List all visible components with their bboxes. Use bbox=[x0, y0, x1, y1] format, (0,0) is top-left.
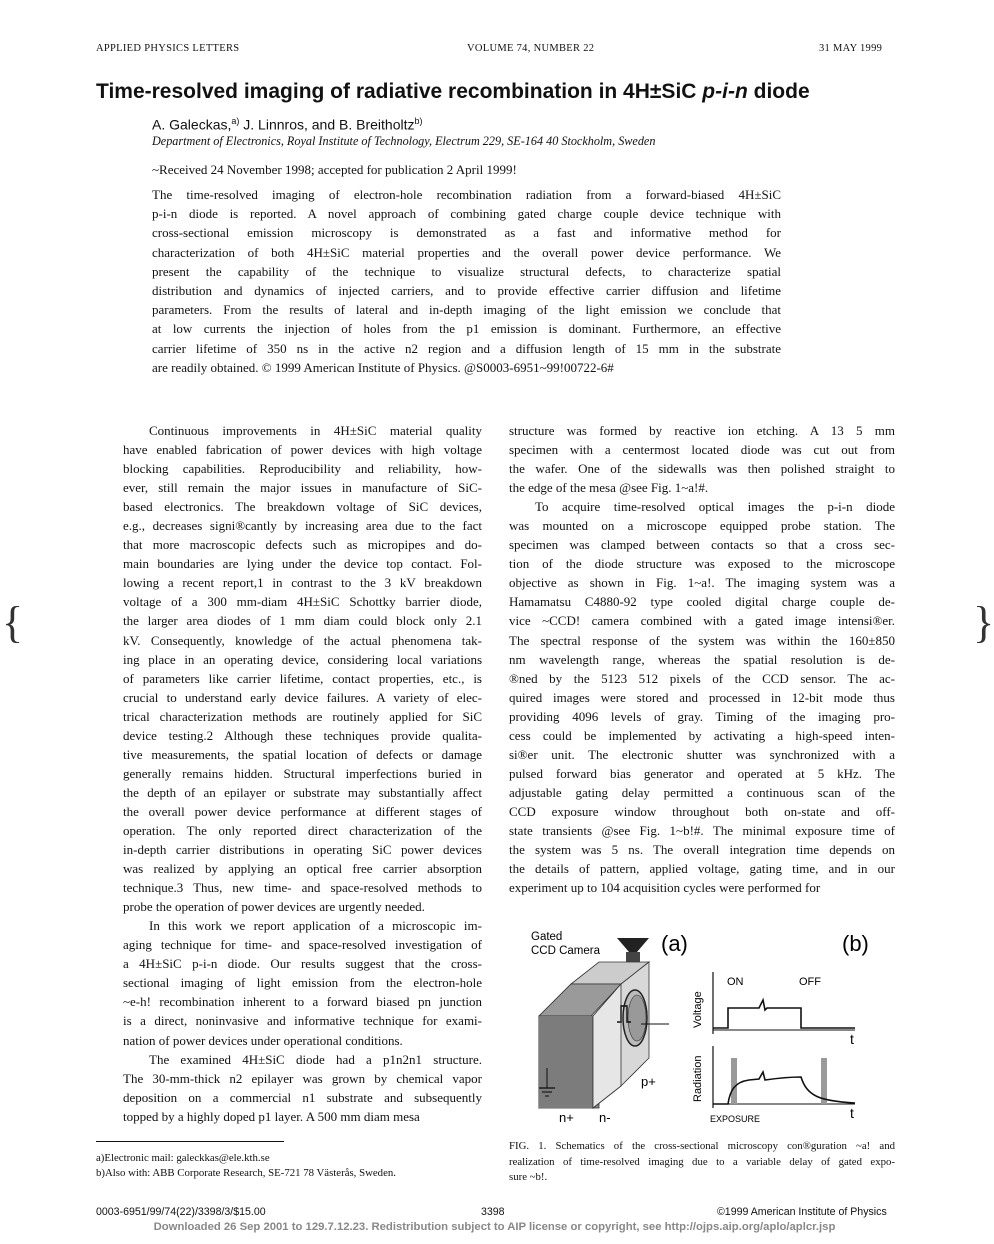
text-line: trical characterization methods are routinely applied for SiC bbox=[123, 708, 482, 724]
n-minus-label: n- bbox=[599, 1110, 611, 1125]
text-line: state transients @see Fig. 1~b!#. The minimal exposure time of bbox=[509, 822, 895, 838]
text-line: the system was 5 ns. The overall integration time depends on bbox=[509, 842, 895, 858]
footnote-b: b)Also with: ABB Corporate Research, SE-721 78 Västerås, Sweden. bbox=[96, 1167, 396, 1179]
download-notice: Downloaded 26 Sep 2001 to 129.7.12.23. Redistribution subject to AIP license or copyright, see http://ojps.aip.org/aplo/aplcr.jsp bbox=[153, 1221, 836, 1233]
text-line: ing place in an operating device, considering local variations bbox=[123, 651, 482, 667]
text-line: objective as shown in Fig. 1~a!. The imaging system was a bbox=[509, 575, 895, 591]
text-line: main boundaries are lying under the device top contact. Fol- bbox=[123, 556, 482, 572]
text-line: ~e-h! recombination inherent to a forward biased pn junction bbox=[123, 994, 482, 1010]
left-brace-mark: { bbox=[2, 598, 24, 647]
text-line: have enabled fabrication of power devices with high voltage bbox=[123, 442, 482, 458]
right-column bbox=[509, 421, 895, 897]
text-line: was mounted on a microscope equipped probe station. The bbox=[509, 518, 895, 534]
text-line: specimen was clamped between contacts so that a cross sec- bbox=[509, 537, 895, 553]
text-line: aging technique for time- and space-resolved investigation of bbox=[123, 937, 482, 953]
title-tail: diode bbox=[753, 80, 810, 103]
journal-name: APPLIED PHYSICS LETTERS bbox=[96, 43, 240, 54]
affiliation: Department of Electronics, Royal Institute of Technology, Electrum 229, SE-164 40 Stockholm, Sweden bbox=[152, 134, 656, 148]
text-line: is a direct, noninvasive and informative technique for exami- bbox=[123, 1013, 482, 1029]
text-line: tive measurements, the spatial location of defects or damage bbox=[123, 746, 482, 762]
text-line: blocking capabilities. Reproducibility and reliability, how- bbox=[123, 461, 482, 477]
author-3-mark: b) bbox=[414, 116, 423, 126]
time-label-1: t bbox=[850, 1031, 854, 1047]
text-line: pulsed forward bias generator and operated at 5 kHz. The bbox=[509, 765, 895, 781]
author-1: A. Galeckas, bbox=[152, 116, 232, 133]
n-plus-label: n+ bbox=[559, 1110, 574, 1125]
text-line: Continuous improvements in 4H±SiC material quality bbox=[149, 423, 482, 438]
caption-line: FIG. 1. Schematics of the cross-sectional microscopy con®guration ~a! and bbox=[509, 1140, 895, 1152]
right-brace-mark: } bbox=[973, 598, 994, 647]
volume-info: VOLUME 74, NUMBER 22 bbox=[467, 43, 595, 54]
text-line: vice ~CCD! camera combined with a gated image intensi®er. bbox=[509, 613, 895, 629]
title-italic: p-i-n bbox=[702, 80, 748, 103]
figure-1-drawing bbox=[509, 918, 899, 1128]
exposure-window-2 bbox=[821, 1058, 827, 1104]
time-label-2: t bbox=[850, 1105, 854, 1121]
text-line: device testing.2 Although these techniques provide qualita- bbox=[123, 727, 482, 743]
text-line: quired images were stored and processed in 12-bit mode thus bbox=[509, 689, 895, 705]
text-line: nation of power devices under operational conditions. bbox=[123, 1032, 403, 1048]
text-line: Hamamatsu C4880-92 type cooled digital charge couple de- bbox=[509, 594, 895, 610]
footnote-a: a)Electronic mail: galeckkas@ele.kth.se bbox=[96, 1152, 270, 1164]
abstract-line: are readily obtained. © 1999 American Institute of Physics. @S0003-6951~99!00722-6# bbox=[152, 359, 614, 375]
abstract-line: parameters. From the results of lateral and in-depth imaging of the light emission we conclude that bbox=[152, 302, 781, 318]
caption-line: sure ~b!. bbox=[509, 1171, 548, 1183]
text-line: deposition on a commercial n1 substrate and subsequently bbox=[123, 1089, 482, 1105]
panel-a-label: (a) bbox=[661, 931, 688, 956]
received-dates: ~Received 24 November 1998; accepted for publication 2 April 1999! bbox=[152, 162, 517, 177]
text-line: nm wavelength range, whereas the spatial resolution is de- bbox=[509, 651, 895, 667]
text-line: experiment up to 104 acquisition cycles were performed for bbox=[509, 880, 821, 896]
text-line: lowing a recent report,1 in contrast to the 3 kV breakdown bbox=[123, 575, 482, 591]
text-line: probe the operation of power devices are urgently needed. bbox=[123, 899, 425, 915]
text-line: ever, still remain the major issues in manufacture of SiC- bbox=[123, 480, 482, 496]
abstract-line: carrier lifetime of 350 ns in the active n2 region and a diffusion length of 15 mm in the substrate bbox=[152, 340, 781, 356]
text-line: the overall power device performance at different stages of bbox=[123, 803, 482, 819]
left-column bbox=[123, 421, 482, 1126]
title-main: Time-resolved imaging of radiative recombination in 4H±SiC bbox=[96, 80, 697, 103]
author-2-3: J. Linnros, and B. Breitholtz bbox=[239, 116, 415, 133]
abstract bbox=[152, 185, 781, 377]
figure-1 bbox=[509, 918, 899, 1128]
text-line: sectional imaging of light emission from the electron-hole bbox=[123, 975, 482, 991]
text-line: the edge of the mesa @see Fig. 1~a!#. bbox=[509, 480, 709, 496]
camera-label-1: Gated bbox=[531, 931, 563, 943]
text-line: The 30-mm-thick n2 epilayer was grown by chemical vapor bbox=[123, 1070, 482, 1086]
text-line: crucial to understand early device failures. A variety of elec- bbox=[123, 689, 482, 705]
radiation-axis-label: Radiation bbox=[692, 1055, 704, 1102]
author-list bbox=[152, 116, 423, 133]
abstract-line: cross-sectional emission microscopy is demonstrated as a fast and informative method for bbox=[152, 225, 781, 241]
caption-line: realization of time-resolved imaging due to a variable delay of gated expo- bbox=[509, 1155, 895, 1168]
issue-date: 31 MAY 1999 bbox=[819, 43, 883, 54]
text-line: tion of the diode structure was exposed to the microscope bbox=[509, 556, 895, 572]
text-line: ®ned by the 5123 512 pixels of the CCD sensor. The ac- bbox=[509, 670, 895, 686]
on-label: ON bbox=[727, 976, 744, 988]
copyright: ©1999 American Institute of Physics bbox=[717, 1206, 887, 1218]
text-line: The examined 4H±SiC diode had a p1n2n1 structure. bbox=[149, 1051, 482, 1067]
text-line: specimen with a centermost located diode was cut out from bbox=[509, 442, 895, 458]
camera-label-2: CCD Camera bbox=[531, 945, 601, 957]
text-line: the wafer. One of the sidewalls was then polished straight to bbox=[509, 461, 895, 477]
text-line: that more macroscopic defects such as micropipes and do- bbox=[123, 537, 482, 553]
text-line: si®er unit. The electronic shutter was synchronized with a bbox=[509, 746, 895, 762]
text-line: operation. The only reported direct characterization of the bbox=[123, 822, 482, 838]
paper-title bbox=[96, 80, 810, 104]
text-line: generally remains hidden. Structural imperfections buried in bbox=[123, 765, 482, 781]
exposure-window-1 bbox=[731, 1058, 737, 1104]
text-line: kV. Consequently, knowledge of the actual phenomena tak- bbox=[123, 632, 482, 648]
text-line: structure was formed by reactive ion etching. A 13 5 mm bbox=[509, 423, 895, 438]
p-plus-label: p+ bbox=[641, 1074, 656, 1089]
text-line: cess could be implemented by activating a high-speed inten- bbox=[509, 727, 895, 743]
text-line: in-depth carrier distributions in operating SiC power devices bbox=[123, 842, 482, 858]
text-line: topped by a highly doped p1 layer. A 500 mm diam mesa bbox=[123, 1108, 420, 1124]
text-line: providing 4096 levels of gray. Timing of the imaging pro- bbox=[509, 708, 895, 724]
voltage-axis-label: Voltage bbox=[692, 991, 704, 1028]
abstract-line: present the capability of the technique to visualize structural defects, to characterize spatial bbox=[152, 263, 781, 279]
text-line: voltage of a 300 mm-diam 4H±SiC Schottky barrier diode, bbox=[123, 594, 482, 610]
text-line: e.g., decreases signi®cantly by increasing area due to the fact bbox=[123, 518, 482, 534]
abstract-line: at low currents the injection of holes from the p1 emission is dominant. Furthermore, an effective bbox=[152, 321, 781, 337]
abstract-line: p-i-n diode is reported. A novel approach of combining gated charge couple device technique with bbox=[152, 206, 781, 222]
page-number: 3398 bbox=[481, 1206, 505, 1218]
footnote-rule bbox=[96, 1141, 284, 1142]
text-line: the details of pattern, applied voltage, gating time, and in our bbox=[509, 861, 895, 877]
text-line: the larger area diodes of 1 mm diam could block only 2.1 bbox=[123, 613, 482, 629]
abstract-line: characterization of both 4H±SiC material properties and the overall power device performance. We bbox=[152, 244, 781, 260]
text-line: was realized by applying an optical free carrier absorption bbox=[123, 861, 482, 877]
panel-b-label: (b) bbox=[842, 931, 869, 956]
text-line: of parameters like carrier lifetime, contact properties, etc., is bbox=[123, 670, 482, 686]
text-line: In this work we report application of a microscopic im- bbox=[149, 918, 482, 934]
text-line: To acquire time-resolved optical images the p-i-n diode bbox=[535, 499, 895, 515]
footer-code: 0003-6951/99/74(22)/3398/3/$15.00 bbox=[96, 1206, 266, 1218]
specimen-block bbox=[539, 962, 649, 1108]
abstract-line: distribution and dynamics of injected carriers, and to provide effective carrier diffusion and lifetime bbox=[152, 282, 781, 298]
text-line: the depth of an epilayer or substrate may substantially affect bbox=[123, 784, 482, 800]
off-label: OFF bbox=[799, 976, 821, 988]
text-line: a 4H±SiC p-i-n diode. Our results suggest that the cross- bbox=[123, 956, 482, 972]
voltage-pulse-curve bbox=[713, 1000, 855, 1028]
text-line: CCD exposure window throughout both on-state and off- bbox=[509, 803, 895, 819]
text-line: The spectral response of the system was within the 160±850 bbox=[509, 632, 895, 648]
text-line: based electronics. The breakdown voltage of SiC devices, bbox=[123, 499, 482, 515]
exposure-label: EXPOSURE bbox=[710, 1114, 761, 1124]
text-line: technique.3 Thus, new time- and space-resolved methods to bbox=[123, 880, 482, 896]
text-line: adjustable gating delay permitted a continuous scan of the bbox=[509, 784, 895, 800]
author-1-mark: a) bbox=[231, 116, 240, 126]
figure-caption bbox=[509, 1139, 895, 1186]
abstract-line: The time-resolved imaging of electron-hole recombination radiation from a forward-biased 4H±SiC bbox=[152, 187, 781, 202]
